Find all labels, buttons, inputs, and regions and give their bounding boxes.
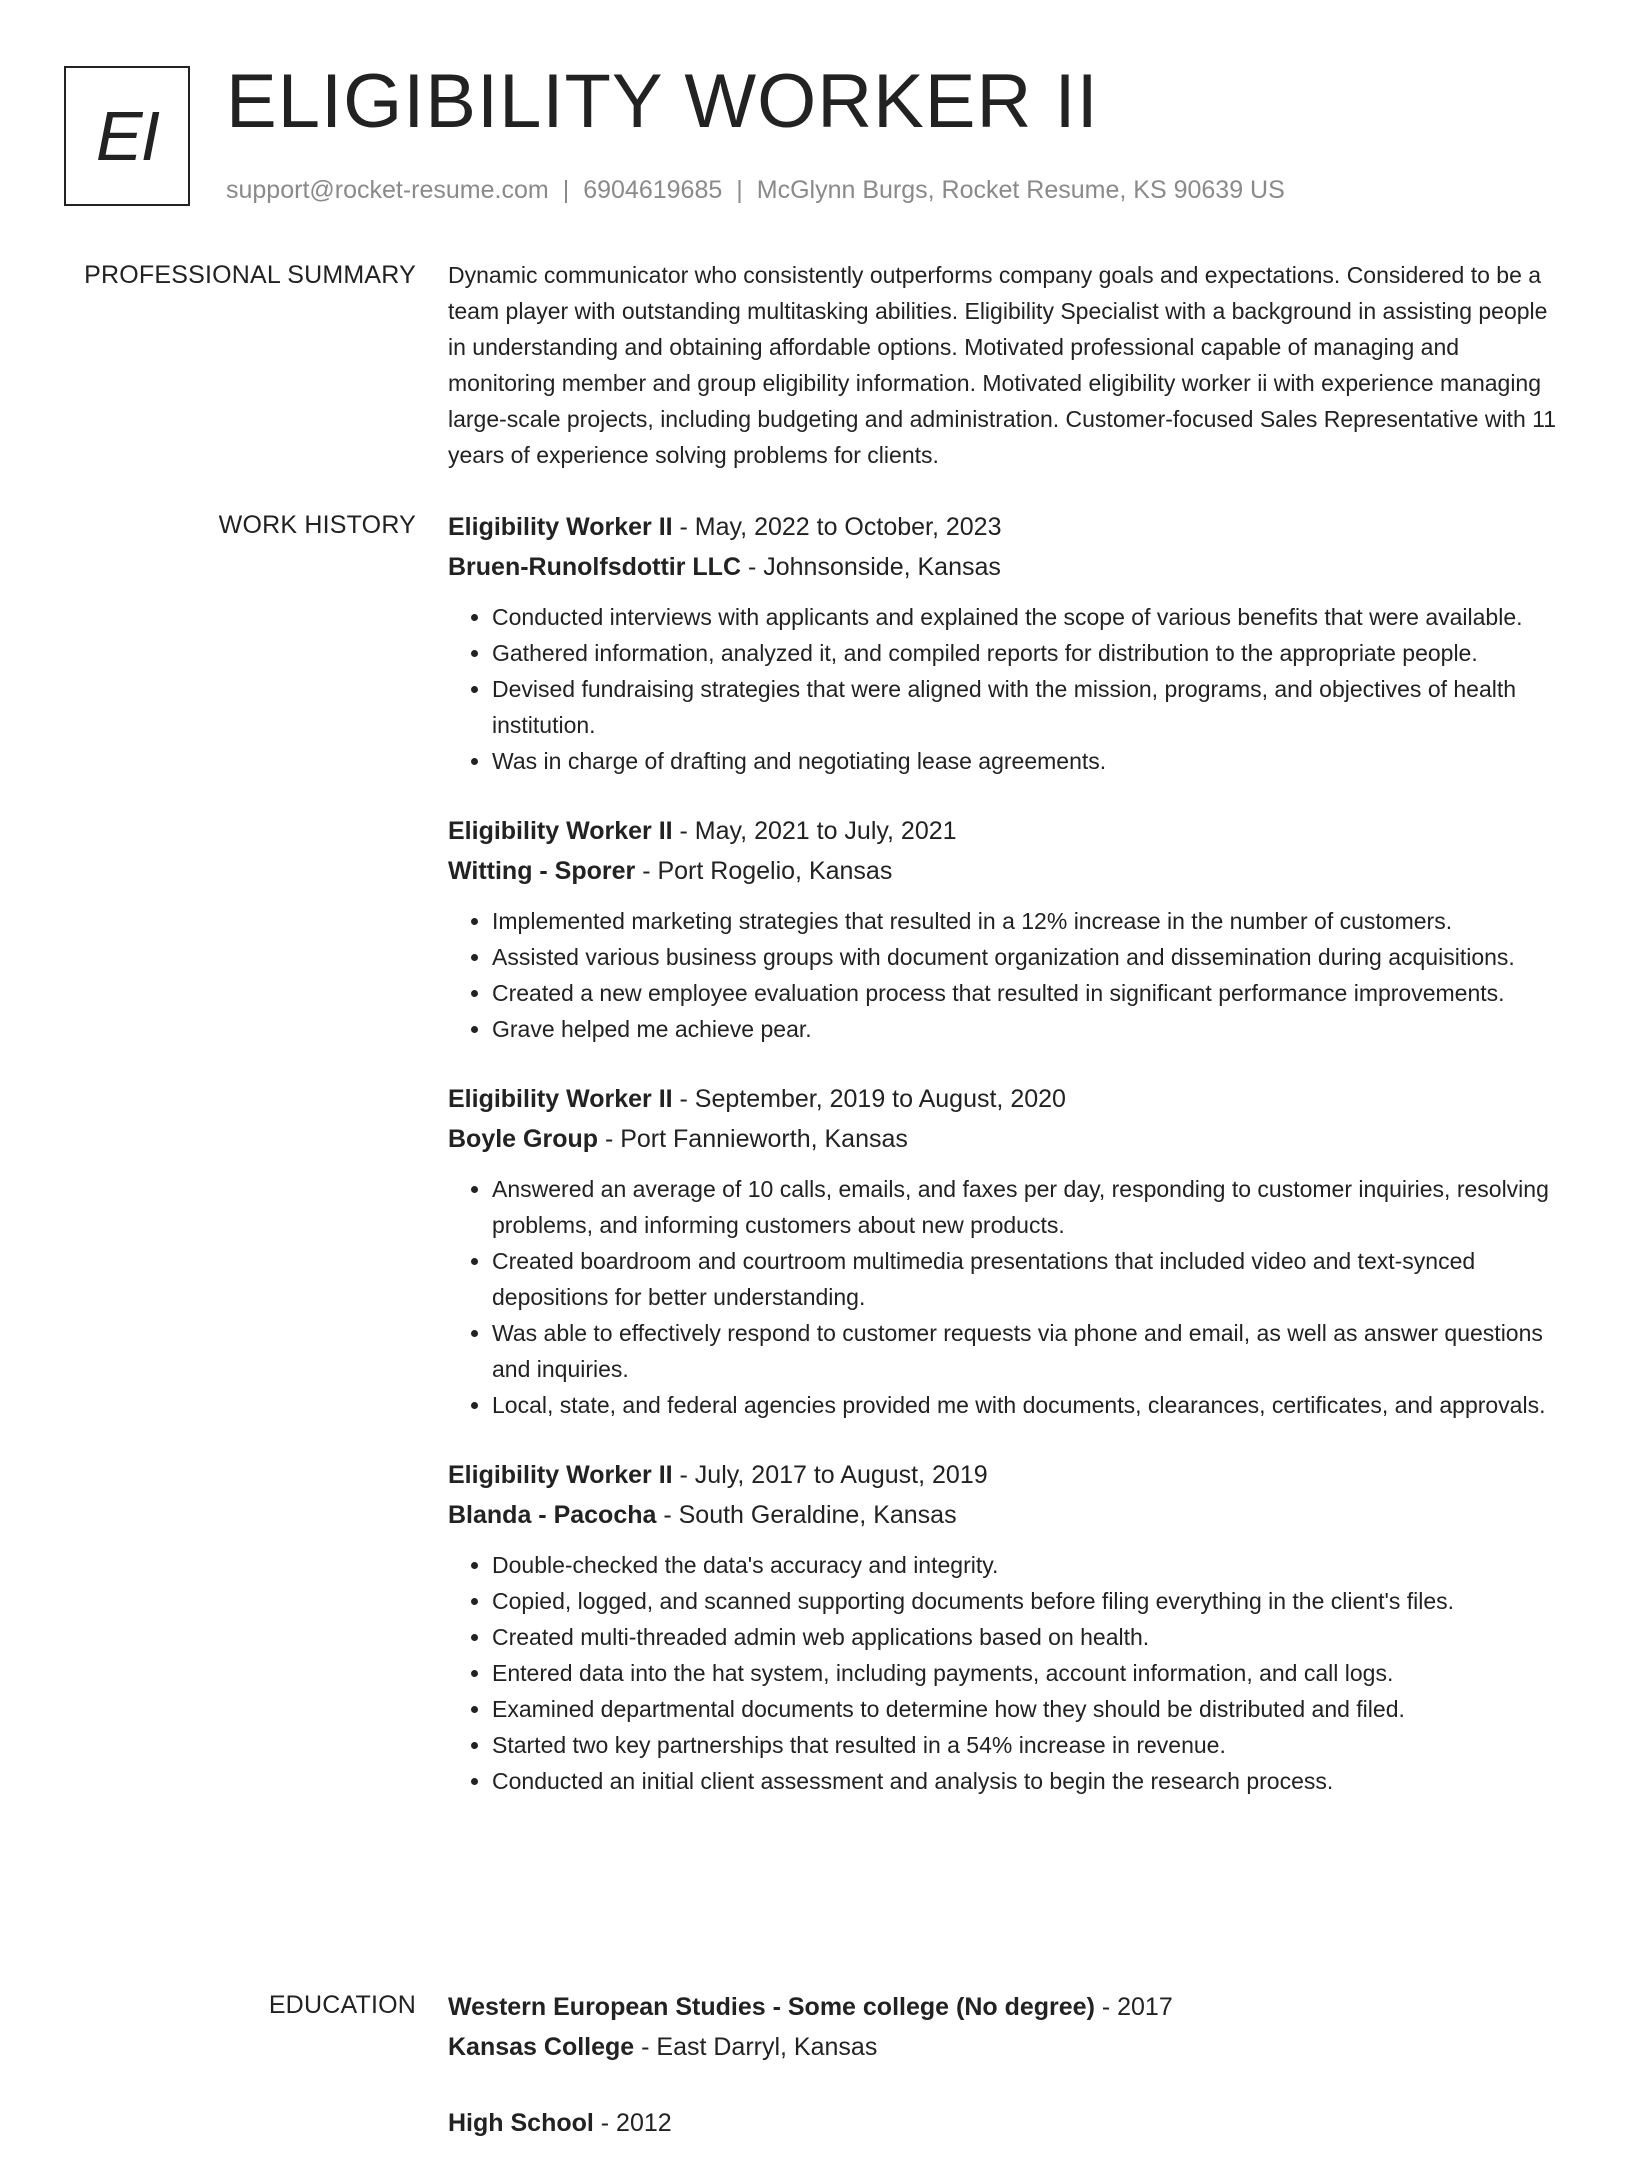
job-bullet: • Double-checked the data's accuracy and integrity. (492, 1547, 1568, 1583)
summary-text: Dynamic communicator who consistently outperforms company goals and expectations. Considered to be a team player with outstanding multitasking abilities. Eligibility Specialist with a background in assisting people in understanding and obtaining affordable options. Motivated professional capable of managing and monitoring member and group eligibility information. Motivated eligibility worker ii with experience managing large-scale projects, including budgeting and administration. Customer-focused Sales Representative with 11 years of experience solving problems for clients. (448, 262, 1557, 468)
work-history-body (448, 507, 1568, 1831)
job-title-line (448, 811, 1568, 851)
job-company: Blanda - Pacocha (448, 1501, 657, 1529)
job-dates: - May, 2022 to October, 2023 (672, 513, 1002, 541)
contact-email: support@rocket-resume.com (226, 176, 549, 204)
education-location: - East Darryl, Kansas (634, 2033, 878, 2061)
contact-separator: | (562, 176, 570, 204)
education-school-line (448, 2027, 1568, 2067)
education-body (448, 1987, 1568, 2175)
job-company-line (448, 851, 1568, 891)
job-bullet: • Answered an average of 10 calls, emails, and faxes per day, responding to customer inquiries, resolving problems, and informing customers about new products. (492, 1171, 1568, 1243)
job-location: - South Geraldine, Kansas (656, 1501, 957, 1529)
education-degree-line (448, 2103, 1568, 2143)
contact-separator: | (736, 176, 743, 204)
job-bullet: • Created multi-threaded admin web applications based on health. (492, 1619, 1568, 1655)
job-bullets (448, 1547, 1568, 1799)
job-dates: - September, 2019 to August, 2020 (672, 1085, 1066, 1113)
job-title: Eligibility Worker II (448, 1085, 673, 1113)
summary-body (448, 257, 1568, 473)
job-bullet: • Assisted various business groups with document organization and dissemination during acquisitions. (492, 939, 1568, 975)
job-dates: - July, 2017 to August, 2019 (672, 1461, 988, 1489)
job-title: Eligibility Worker II (448, 1461, 673, 1489)
job-company-line (448, 547, 1568, 587)
contact-line (226, 174, 1285, 206)
job-bullet: • Was in charge of drafting and negotiating lease agreements. (492, 743, 1568, 779)
education-degree: High School (448, 2109, 594, 2137)
job-bullet: • Started two key partnerships that resulted in a 54% increase in revenue. (492, 1727, 1568, 1763)
job-entry (448, 1079, 1568, 1423)
job-company: Bruen-Runolfsdottir LLC (448, 553, 742, 581)
job-dates: - May, 2021 to July, 2021 (672, 817, 957, 845)
job-title-line (448, 507, 1568, 547)
job-entry (448, 507, 1568, 779)
work-history-label: WORK HISTORY (218, 511, 416, 539)
education-label: EDUCATION (268, 1991, 416, 2019)
job-bullet: • Entered data into the hat system, including payments, account information, and call logs. (492, 1655, 1568, 1691)
monogram-logo: EI (64, 66, 190, 206)
job-bullet: • Local, state, and federal agencies provided me with documents, clearances, certificates, and approvals. (492, 1387, 1568, 1423)
job-company: Witting - Sporer (448, 857, 636, 885)
job-bullet: • Implemented marketing strategies that resulted in a 12% increase in the number of customers. (492, 903, 1568, 939)
job-location: - Port Fannieworth, Kansas (598, 1125, 908, 1153)
job-title: Eligibility Worker II (448, 513, 673, 541)
job-location: - Port Rogelio, Kansas (635, 857, 893, 885)
job-company-line (448, 1495, 1568, 1535)
job-bullets (448, 599, 1568, 779)
education-degree-line (448, 1987, 1568, 2027)
job-entry (448, 1455, 1568, 1799)
job-bullet: • Copied, logged, and scanned supporting documents before filing everything in the client's files. (492, 1583, 1568, 1619)
education-entry (448, 2103, 1568, 2143)
job-bullet: • Created a new employee evaluation process that resulted in significant performance improvements. (492, 975, 1568, 1011)
job-bullet: • Examined departmental documents to determine how they should be distributed and filed. (492, 1691, 1568, 1727)
job-entry (448, 811, 1568, 1047)
job-title: Eligibility Worker II (448, 817, 673, 845)
summary-label: PROFESSIONAL SUMMARY (84, 261, 416, 289)
resume-name: ELIGIBILITY WORKER II (226, 59, 1099, 144)
job-location: - Johnsonside, Kansas (741, 553, 1001, 581)
job-bullet: • Created boardroom and courtroom multimedia presentations that included video and text-synced depositions for better understanding. (492, 1243, 1568, 1315)
education-year: - 2017 (1094, 1993, 1173, 2021)
job-company-line (448, 1119, 1568, 1159)
job-bullet: • Gathered information, analyzed it, and compiled reports for distribution to the appropriate people. (492, 635, 1568, 671)
education-school: Kansas College (448, 2033, 635, 2061)
job-title-line (448, 1079, 1568, 1119)
education-entry (448, 1987, 1568, 2067)
job-bullets (448, 903, 1568, 1047)
job-title-line (448, 1455, 1568, 1495)
education-year: - 2012 (593, 2109, 672, 2137)
job-bullet: • Grave helped me achieve pear. (492, 1011, 1568, 1047)
contact-phone: 6904619685 (583, 176, 723, 204)
education-degree: Western European Studies - Some college (No degree) (448, 1993, 1095, 2021)
contact-address: McGlynn Burgs, Rocket Resume, KS 90639 US (756, 176, 1285, 204)
job-bullets (448, 1171, 1568, 1423)
job-bullet: • Devised fundraising strategies that were aligned with the mission, programs, and objectives of health institution. (492, 671, 1568, 743)
job-bullet: • Conducted an initial client assessment and analysis to begin the research process. (492, 1763, 1568, 1799)
job-bullet: • Conducted interviews with applicants and explained the scope of various benefits that were available. (492, 599, 1568, 635)
job-company: Boyle Group (448, 1125, 599, 1153)
job-bullet: • Was able to effectively respond to customer requests via phone and email, as well as answer questions and inquiries. (492, 1315, 1568, 1387)
